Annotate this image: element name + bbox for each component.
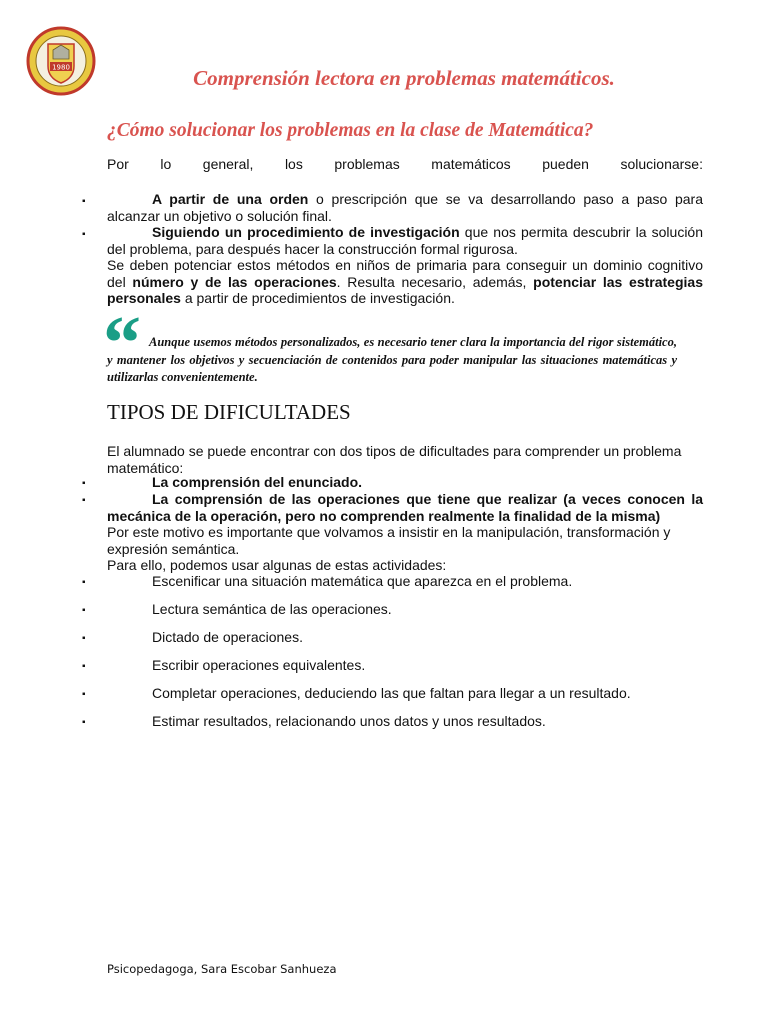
- activity-item: [107, 573, 703, 590]
- bullet-icon: ▪: [82, 229, 86, 240]
- activity-item: [107, 629, 703, 646]
- document-title: Comprensión lectora en problemas matemáticos.: [193, 66, 615, 90]
- difficulty-item: [107, 491, 703, 524]
- intro-paragraph: Por lo general, los problemas matemáticos pueden solucionarse:: [107, 156, 703, 172]
- method-bold: A partir de una orden: [152, 191, 309, 207]
- potenciar-text: Se deben potenciar estos métodos en niños de primaria para conseguir un dominio cognitivo del: [107, 257, 703, 290]
- method-text: que nos permita descubrir la solución del problema, para después hacer la construcción formal rigurosa.: [107, 224, 703, 257]
- quote-mark-icon: “: [103, 301, 141, 385]
- section-heading: TIPOS DE DIFICULTADES: [107, 400, 351, 424]
- activity-text: Escenificar una situación matemática que aparezca en el problema.: [152, 573, 573, 589]
- bullet-icon: ▪: [82, 478, 86, 489]
- method-bold: Siguiendo un procedimiento de investigación: [152, 224, 460, 240]
- potenciar-text: a partir de procedimientos de investigación.: [180, 290, 455, 306]
- para-ello-paragraph: Para ello, podemos usar algunas de estas actividades:: [107, 557, 447, 573]
- difficulties-intro: El alumnado se puede encontrar con dos tipos de dificultades para comprender un problema matemático:: [107, 443, 682, 476]
- footer-author: Psicopedagoga, Sara Escobar Sanhueza: [107, 962, 337, 976]
- bullet-icon: ▪: [82, 633, 86, 644]
- section-subtitle: ¿Cómo solucionar los problemas en la clase de Matemática?: [107, 120, 594, 141]
- activity-text: Completar operaciones, deduciendo las que faltan para llegar a un resultado.: [152, 685, 631, 701]
- bullet-icon: ▪: [82, 717, 86, 728]
- activity-item: [107, 685, 703, 702]
- bullet-icon: ▪: [82, 689, 86, 700]
- motivo-paragraph: Por este motivo es importante que volvamos a insistir en la manipulación, transformación y expresión semántica.: [107, 524, 671, 557]
- potenciar-paragraph: [107, 257, 703, 307]
- bullet-icon: ▪: [82, 495, 86, 506]
- potenciar-bold: número y de las operaciones: [132, 273, 337, 290]
- activity-item: [107, 657, 703, 674]
- activity-text: Dictado de operaciones.: [152, 629, 303, 645]
- difficulty-item: [107, 474, 703, 491]
- activity-item: [107, 601, 703, 618]
- difficulty-text: La comprensión de las operaciones que tiene que realizar (a veces conocen la mecánica de la operación, pero no comprenden realmente la finalidad de la misma): [107, 491, 703, 524]
- activity-item: [107, 713, 703, 730]
- activity-text: Estimar resultados, relacionando unos datos y unos resultados.: [152, 713, 546, 729]
- method-item: [107, 224, 703, 257]
- method-text: o prescripción que se va desarrollando paso a paso para alcanzar un objetivo o solución final.: [107, 191, 703, 224]
- bullet-icon: ▪: [82, 605, 86, 616]
- difficulty-text: La comprensión del enunciado.: [152, 474, 363, 490]
- potenciar-bold: potenciar las estrategias personales: [107, 273, 703, 306]
- bullet-icon: ▪: [82, 196, 86, 207]
- activity-text: Escribir operaciones equivalentes.: [152, 657, 366, 673]
- pull-quote: Aunque usemos métodos personalizados, es necesario tener clara la importancia del rigor sistemático, y mantener los objetivos y secuenciación de contenidos para poder manipular las situaciones matemáticas y utilizarlas convenientemente.: [107, 335, 677, 384]
- potenciar-text: . Resulta necesario, además,: [336, 273, 534, 290]
- method-item: [107, 191, 703, 224]
- bullet-icon: ▪: [82, 577, 86, 588]
- activity-text: Lectura semántica de las operaciones.: [152, 601, 392, 617]
- svg-text:1980: 1980: [52, 63, 70, 72]
- bullet-icon: ▪: [82, 661, 86, 672]
